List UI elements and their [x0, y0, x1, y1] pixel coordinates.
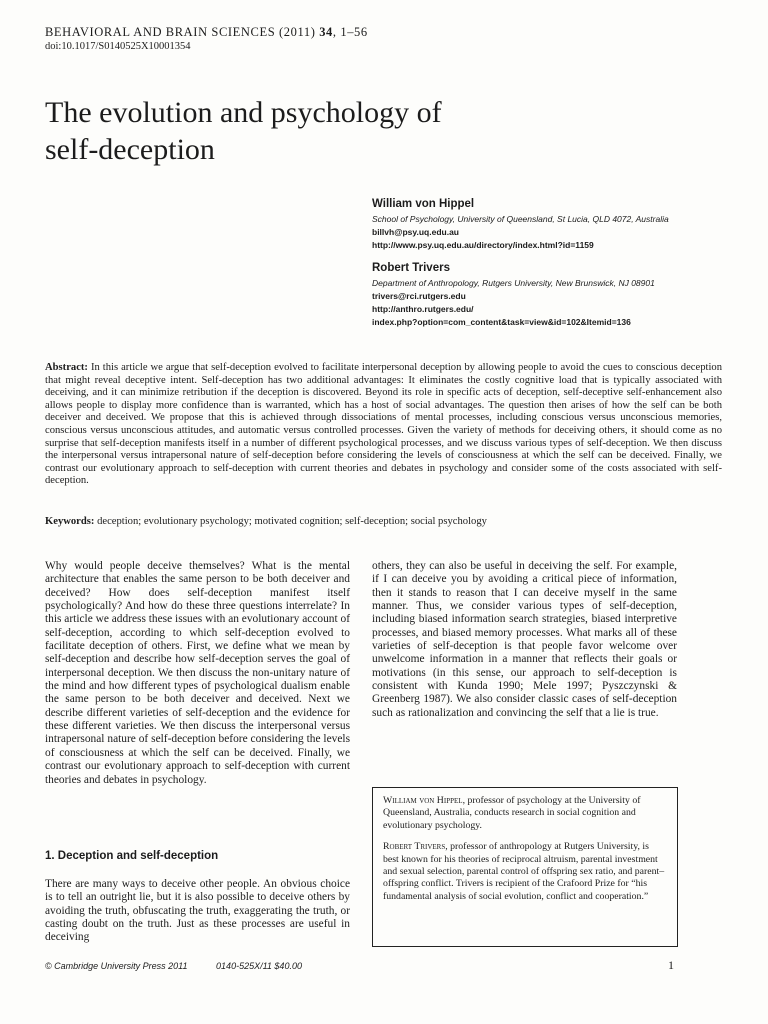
bio-name: William von Hippel [383, 795, 463, 806]
title-line-2: self-deception [45, 133, 215, 166]
title-line-1: The evolution and psychology of [45, 96, 442, 129]
journal-pages: , 1–56 [332, 25, 368, 39]
author-bio-box [372, 787, 678, 947]
bio-text: , professor of psychology at the University of Queensland, Australia, conducts research in social cognition and evolutionary psychology. [383, 795, 641, 831]
author-bio [373, 841, 677, 903]
author-url[interactable]: index.php?option=com_content&task=view&id=102&Itemid=136 [372, 317, 631, 327]
keywords-text: deception; evolutionary psychology; motivated cognition; self-deception; social psychology [94, 516, 487, 527]
body-paragraph: There are many ways to deceive other people. An obvious choice is to tell an outright lie, but it is also possible to deceive others by avoiding the truth, obfuscating the truth, exaggerating the truth, or casting doubt on the truth. Just as these processes are useful in deceiving [45, 878, 350, 944]
author-email[interactable]: trivers@rci.rutgers.edu [372, 291, 466, 301]
page-number: 1 [668, 958, 674, 972]
doi[interactable]: doi:10.1017/S0140525X10001354 [45, 41, 191, 52]
section-heading: 1. Deception and self-deception [45, 850, 219, 862]
author-url[interactable]: http://www.psy.uq.edu.au/directory/index.html?id=1159 [372, 240, 594, 250]
author-block-2 [372, 262, 732, 329]
bio-name: Robert Trivers [383, 841, 446, 853]
author-affiliation: Department of Anthropology, Rutgers University, New Brunswick, NJ 08901 [372, 278, 655, 288]
keywords [45, 516, 722, 527]
author-block-1 [372, 198, 732, 252]
author-name: William von Hippel [372, 198, 475, 210]
abstract-text: In this article we argue that self-deception evolved to facilitate interpersonal deception by allowing people to avoid the cues to conscious deception that might reveal deceptive intent. Self-deception has two additional advantages: It eliminates the costly cognitive load that is typically associated with deceiving, and it can minimize retribution if the deception is discovered. Beyond its role in specific acts of deception, self-deceptive self-enhancement also allows people to display more confidence than is warranted, which has a host of social advantages. The question then arises of how the self can be both deceiver and deceived. We propose that this is achieved through dissociations of mental processes, including conscious versus unconscious memories, conscious versus unconscious attitudes, and automatic versus controlled processes. Given the variety of methods for deceiving others, it should come as no surprise that self-deception manifests itself in a number of different psychological processes, and we discuss various types of self-deception. We then discuss the interpersonal versus intrapersonal nature of self-deception before considering the levels of consciousness at which the self can be deceived. Finally, we contrast our evolutionary approach to self-deception with current theories and debates in psychology and consider some of the costs associated with self-deception. [45, 362, 722, 487]
bio-text: , professor of anthropology at Rutgers University, is best known for his theories of reciprocal altruism, parental investment and sexual selection, parental control of offspring sex ratio, and parent–offspring conflict. Trivers is recipient of the Crafoord Prize for “his fundamental analysis of social evolution, conflict and cooperation.” [383, 841, 665, 902]
journal-volume: 34 [319, 25, 333, 39]
author-affiliation: School of Psychology, University of Queensland, St Lucia, QLD 4072, Australia [372, 214, 669, 224]
copyright: © Cambridge University Press 2011 [45, 961, 188, 971]
article-title [45, 94, 565, 168]
footer [45, 961, 302, 971]
journal-name: BEHAVIORAL AND BRAIN SCIENCES (2011) [45, 25, 320, 39]
keywords-label: Keywords: [45, 516, 95, 527]
body-paragraph: Why would people deceive themselves? What is the mental architecture that enables the same person to be both deceiver and deceived? How does self-deception manifest itself psychologically? And how do these three questions interrelate? In this article we address these issues with an evolutionary account of self-deception, according to which self-deception evolved to facilitate deception of others. First, we define what we mean by self-deception and describe how self-deception serves the goal of interpersonal deception. We then discuss the non-unitary nature of the mind and how different types of psychological dualism enable the same person to be both deceiver and deceived. Next we describe different varieties of self-deception and the evidence for these different varieties. We then discuss the interpersonal versus intrapersonal nature of self-deception before considering the levels of consciousness at which the self can be deceived. Finally, we contrast our evolutionary approach to self-deception with current theories and debates in psychology. [45, 560, 350, 786]
abstract [45, 362, 722, 488]
author-bio [373, 795, 677, 832]
author-name: Robert Trivers [372, 262, 450, 274]
author-url[interactable]: http://anthro.rutgers.edu/ [372, 304, 474, 314]
journal-citation [45, 25, 368, 40]
body-paragraph: others, they can also be useful in deceiving the self. For example, if I can deceive you by avoiding a critical piece of information, then it stands to reason that I can deceive myself in the same manner. Thus, we consider various types of self-deception, including biased information search strategies, biased interpretive processes, and biased memory processes. What marks all of these varieties of self-deception is that people favor welcome over unwelcome information in a manner that reflects their goals or motivations (in this sense, our approach to self-deception is consistent with Kunda 1990; Mele 1997; Pyszczynski & Greenberg 1987). We also consider classic cases of self-deception such as rationalization and convincing the self that a lie is true. [372, 560, 677, 719]
price-code: 0140-525X/11 $40.00 [216, 961, 302, 971]
abstract-label: Abstract: [45, 362, 88, 373]
author-email[interactable]: billvh@psy.uq.edu.au [372, 227, 460, 237]
